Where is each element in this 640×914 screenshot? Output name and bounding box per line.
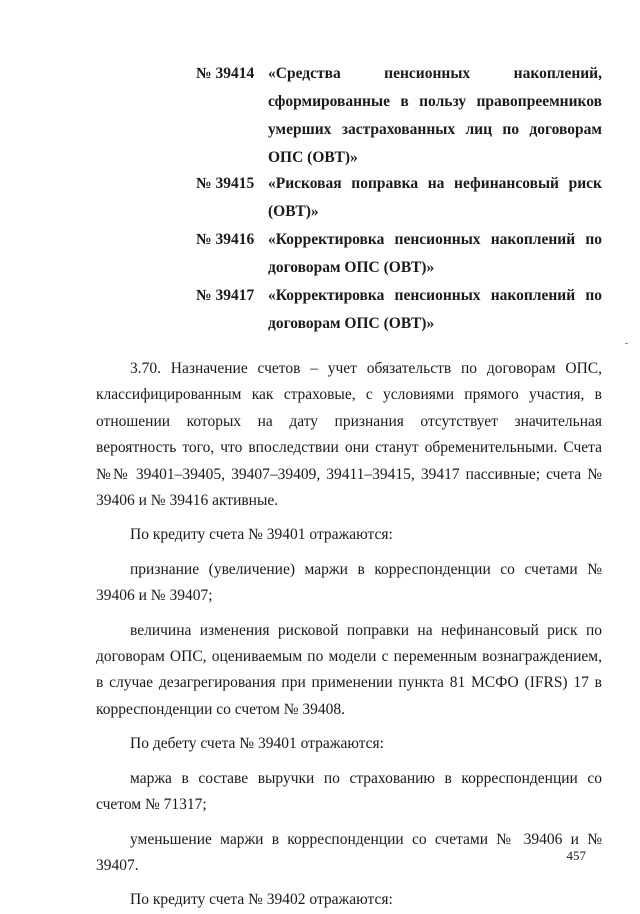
page-number: 457 bbox=[566, 848, 586, 863]
account-description: «Рисковая поправка на нефинансовый риск (ОВТ)» bbox=[268, 175, 602, 220]
paragraph: величина изменения рисковой поправки на нефинансовый риск по договорам ОПС, оцениваемым по модели с переменным вознаграждением, в случае дезагрегирования при применении пункта 81 МСФО (IFRS) 17 в корреспонденции со счетом № 39408. bbox=[96, 621, 602, 718]
account-entry-39417 bbox=[196, 282, 602, 338]
account-entry-39415 bbox=[196, 170, 602, 226]
account-description: «Средства пенсионных накоплений, сформированные в пользу правопреемников умерших застрахованных лиц по договорам ОПС (ОВТ)» bbox=[268, 65, 602, 166]
paragraph: уменьшение маржи в корреспонденции со счетами № 39406 и № 39407. bbox=[96, 830, 602, 874]
account-number: № 39417 bbox=[196, 287, 255, 304]
account-number: № 39416 bbox=[196, 231, 255, 248]
scan-mark bbox=[625, 343, 628, 344]
account-description: «Корректировка пенсионных накоплений по договорам ОПС (ОВТ)» bbox=[268, 287, 602, 332]
account-entry-39416 bbox=[196, 226, 602, 282]
paragraph: По кредиту счета № 39401 отражаются: bbox=[130, 526, 393, 544]
account-entry-39414 bbox=[196, 60, 602, 172]
paragraph: По кредиту счета № 39402 отражаются: bbox=[130, 891, 393, 909]
account-number: № 39414 bbox=[196, 65, 255, 82]
account-description: «Корректировка пенсионных накоплений по договорам ОПС (ОВТ)» bbox=[268, 231, 602, 276]
paragraph: маржа в составе выручки по страхованию в корреспонденции со счетом № 71317; bbox=[96, 769, 602, 814]
paragraph: признание (увеличение) маржи в корреспонденции со счетами № 39406 и № 39407; bbox=[96, 560, 602, 605]
account-number: № 39415 bbox=[196, 175, 255, 192]
paragraph: 3.70. Назначение счетов – учет обязательств по договорам ОПС, классифицированным как страховые, с условиями прямого участия, в отношении которых на дату признания отсутствует значительная вероятность того, что впоследствии они станут обременительными. Счета №№ 39401–39405, 39407–39409, 39411–39415, 39417 пассивные; счета № 39406 и № 39416 активные. bbox=[96, 360, 602, 510]
paragraph: По дебету счета № 39401 отражаются: bbox=[130, 735, 384, 753]
body-text bbox=[96, 356, 602, 914]
